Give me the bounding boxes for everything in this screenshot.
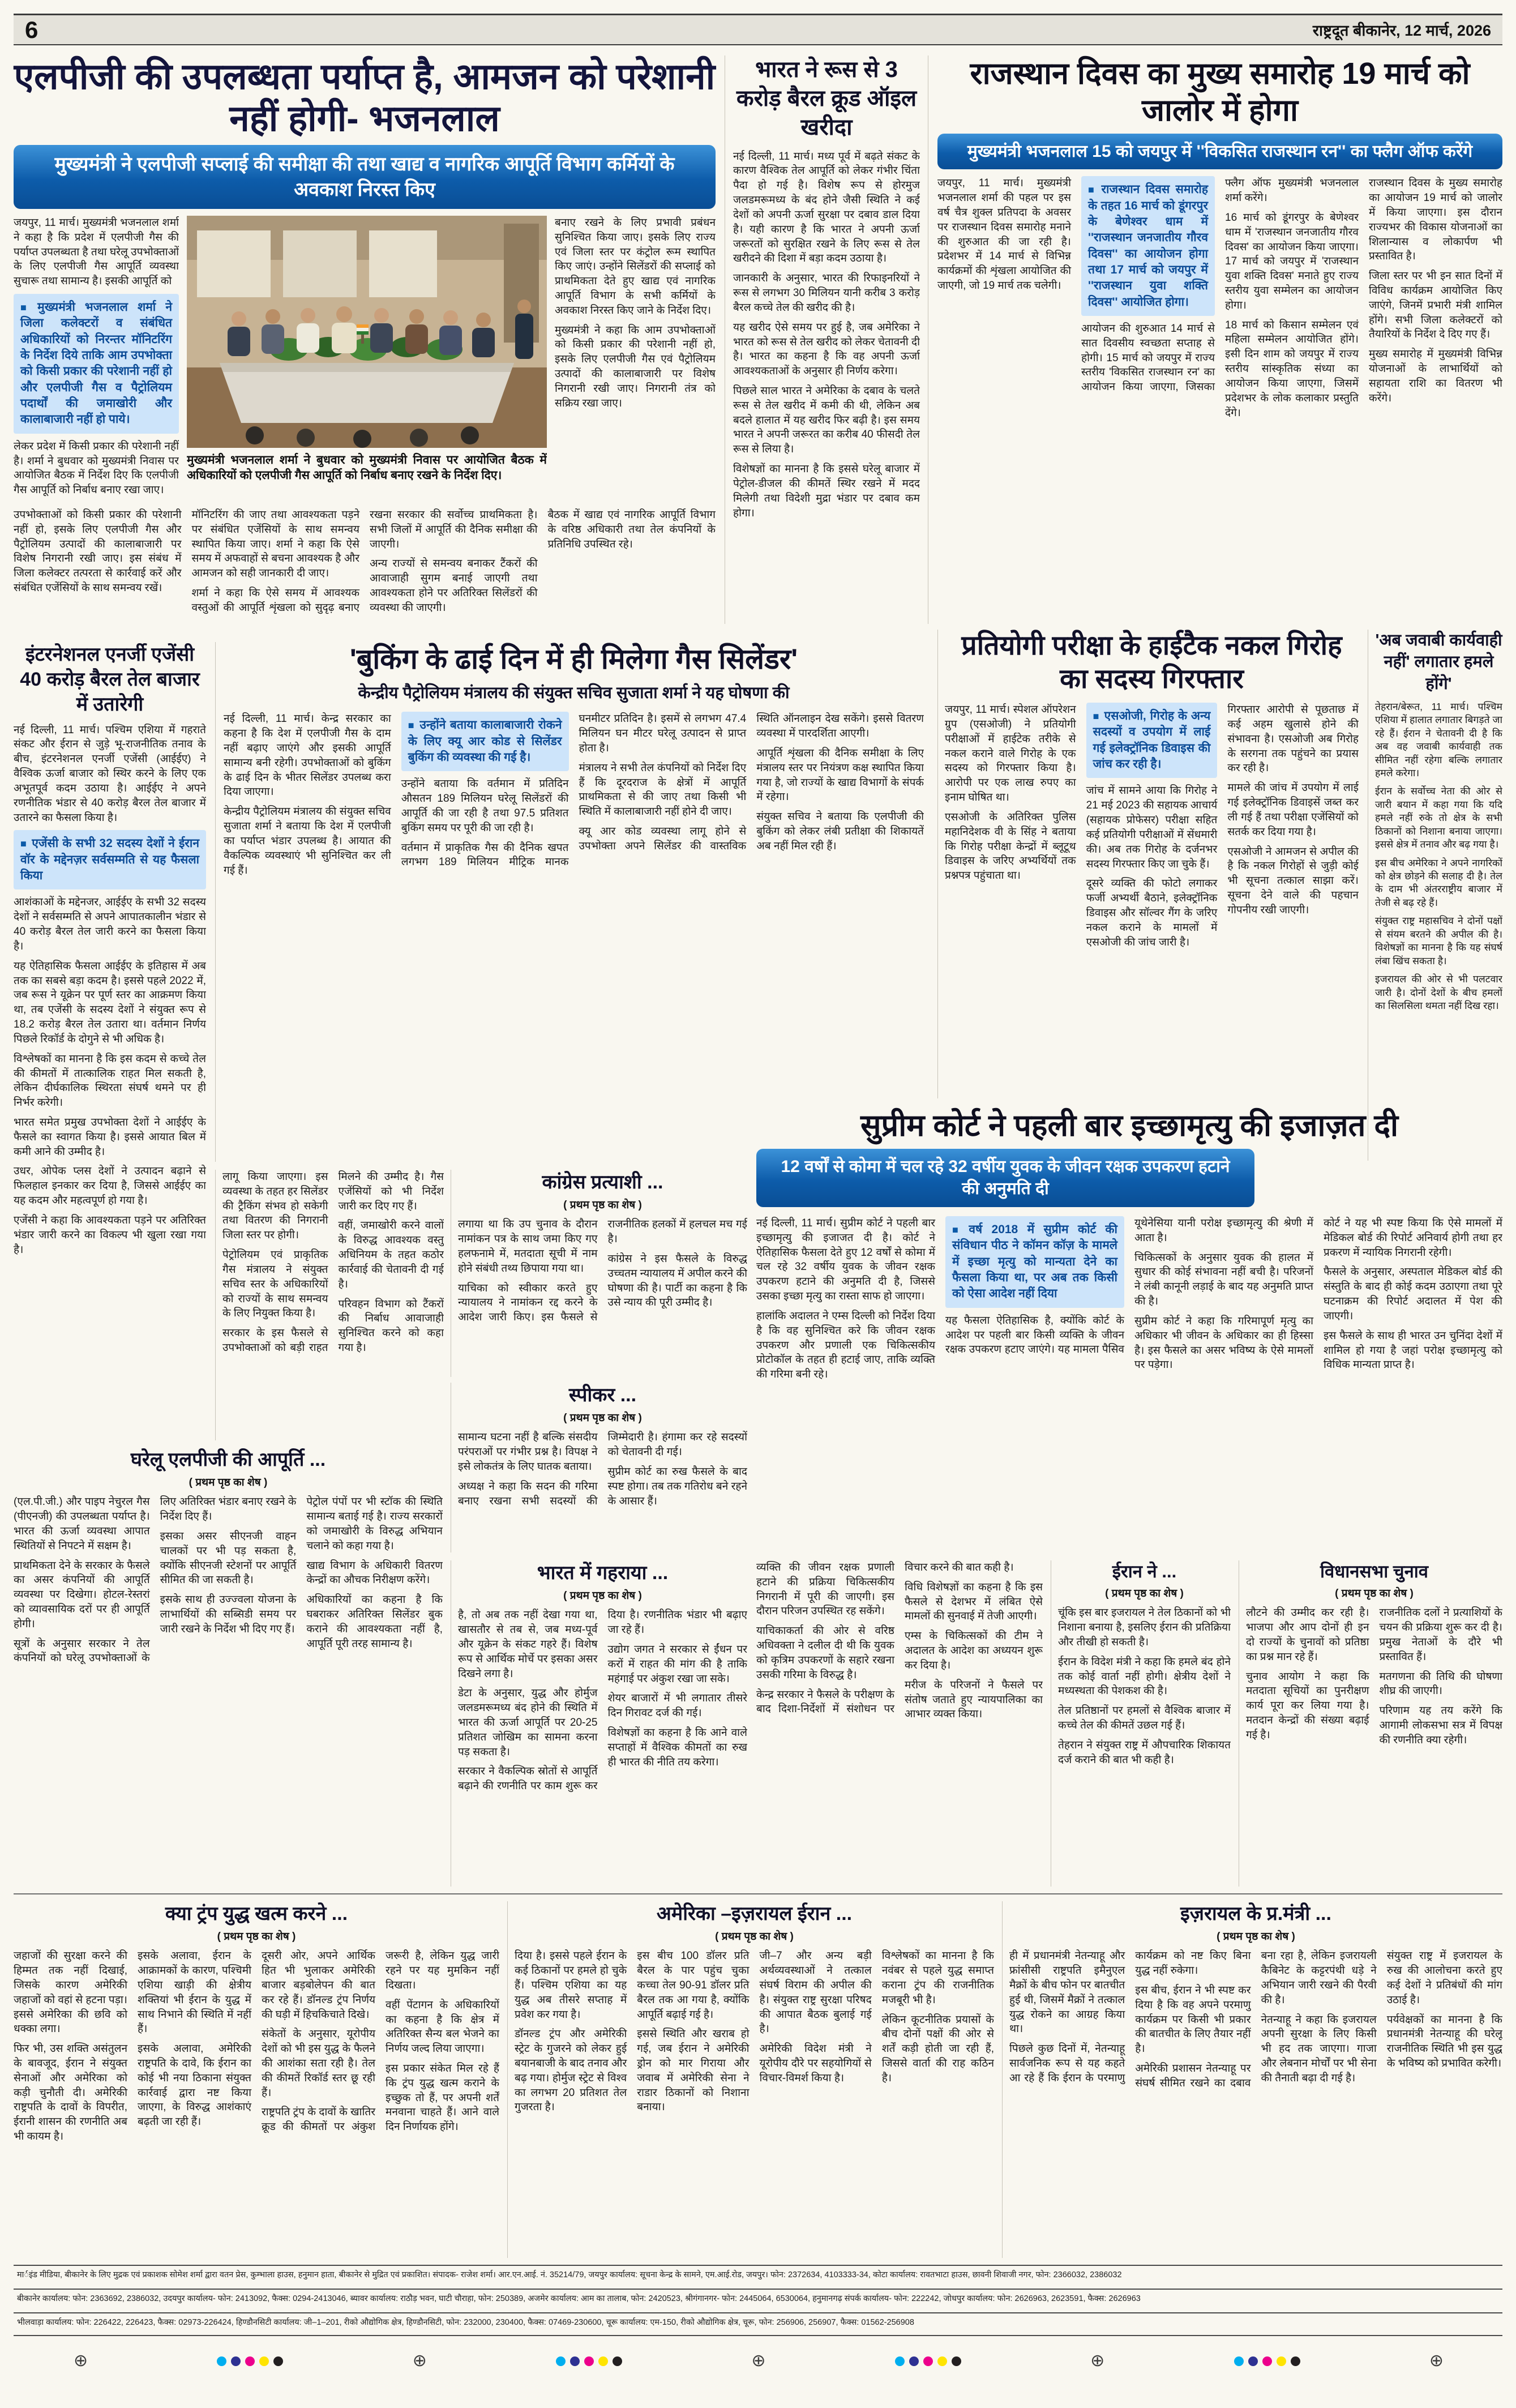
paragraph: तेल प्रतिष्ठानों पर हमलों से वैश्विक बाजार में कच्चे तेल की कीमतें उछल गई हैं। (1058, 1705, 1231, 1732)
lpg-right-column (555, 216, 716, 502)
lpg-subhead-strap: मुख्यमंत्री ने एलपीजी सप्लाई की समीक्षा की तथा खाद्य व नागरिक आपूर्ति विभाग कर्मियों के अवकाश निरस्त किए (14, 145, 716, 208)
paragraph: इसके साथ ही उज्ज्वला योजना के लाभार्थियों की सब्सिडी समय पर जारी रखने के निर्देश भी दिए गए हैं। (160, 1594, 297, 1635)
israel-continued-tag: ( प्रथम पृष्ठ का शेष ) (1217, 1931, 1295, 1943)
paragraph: जिला स्तर पर भी इन सात दिनों में विविध कार्यक्रम आयोजित किए जाएंगे, जिनमें प्रभारी मंत्री शामिल होंगे। सभी जिला कलेक्टरों को तैयारियों के निर्देश दे दिए गए हैं। (1369, 270, 1502, 341)
article-rajasthan-diwas (937, 55, 1502, 618)
paragraph: यह ऐतिहासिक फैसला आईईए के इतिहास में अब तक का सबसे बड़ा कदम है। इससे पहले 2022 में, जब रूस ने यूक्रेन पर पूर्ण स्तर का आक्रमण किया था, तब एजेंसी के सदस्य देशों ने संयुक्त रूप से 18.2 करोड़ बैरल तेल उतारा था। वर्तमान निर्णय पिछले रिकॉर्ड के दोगुने से भी अधिक है। (14, 960, 206, 1045)
paragraph: लागू किया जाएगा। इस व्यवस्था के तहत हर सिलेंडर की ट्रैकिंग संभव हो सकेगी तथा वितरण की निगरानी जिला स्तर पर होगी। (222, 1171, 328, 1242)
paragraph: अन्य राज्यों से समन्वय बनाकर टैंकरों की आवाजाही सुगम बनाई जाएगी तथा आवश्यकता होने पर अतिरिक्त सिलेंडरों की व्यवस्था की जाएगी। (370, 558, 538, 614)
registration-dot (231, 2356, 241, 2366)
paragraph: चिकित्सकों के अनुसार युवक की हालत में सुधार की कोई संभावना नहीं बची है। परिजनों ने लंबी कानूनी लड़ाई के बाद यह अनुमति प्राप्त की है। (1134, 1251, 1313, 1308)
paragraph: दिया है। इससे पहले ईरान के कई ठिकानों पर हमले हो चुके हैं। पश्चिम एशिया का यह युद्ध अब तीसरे सप्ताह में प्रवेश कर गया है। (515, 1950, 627, 2021)
paragraph: फिर भी, उस शक्ति असंतुलन के बावजूद, ईरान ने संयुक्त सेनाओं और अमेरिका को कड़ी चुनौती दी। अमेरिकी राष्ट्रपति के दावों के विपरीत, ईरानी शासन की रणनीति अब भी कायम है। (14, 2043, 127, 2143)
supreme-highlight-box: ■ वर्ष 2018 में सुप्रीम कोर्ट की संविधान पीठ ने कॉमन कॉज़ के मामले में इच्छा मृत्यु को मान्यता देने का फैसला किया था, पर अब तक किसी को ऐसा आदेश नहीं दिया (945, 1216, 1124, 1308)
registration-dot (1277, 2356, 1286, 2366)
congress-body (458, 1217, 747, 1366)
paragraph: चुनाव आयोग ने कहा कि मतदाता सूचियों का पुनरीक्षण कार्य पूरा कर लिया गया है। मतदान केन्द्रों की संख्या बढ़ाई गई है। (1246, 1670, 1369, 1741)
paragraph: जयपुर, 11 मार्च। स्पेशल ऑपरेशन ग्रुप (एसओजी) ने प्रतियोगी परीक्षाओं में हाईटेक तरीके से नकल कराने वाले गिरोह के एक सदस्य को गिरफ्तार किया है। आरोपी पर एक लाख रुपए का इनाम घोषित था। (945, 704, 1076, 804)
registration-dot (1234, 2356, 1244, 2366)
paragraph: जानकारी के अनुसार, भारत की रिफाइनरियों ने रूस से लगभग 30 मिलियन यानी करीब 3 करोड़ बैरल कच्चे तेल की खरीद की है। (733, 272, 920, 314)
paragraph: पेट्रोलियम एवं प्राकृतिक गैस मंत्रालय ने संयुक्त सचिव स्तर के अधिकारियों को राज्यों के साथ समन्वय के लिए नियुक्त किया है। (222, 1249, 328, 1320)
paragraph: नेतन्याहू ने कहा कि इजरायल अपनी सुरक्षा के लिए किसी भी हद तक जाएगा। गाजा और लेबनान मोर्चों पर भी सेना की तैनाती बढ़ा दी गई है। (1261, 2013, 1377, 2084)
paragraph: दूसरी ओर, अपने आर्थिक हित भी भुलाकर अमेरिकी बाजार बड़बोलेपन की बात कर रहे हैं। डॉनल्ड ट्रंप निर्णय की घड़ी में हिचकिचाते दिखे। (262, 1950, 375, 2021)
paragraph: क्यू आर कोड व्यवस्था लागू होने से उपभोक्ता अपने सिलेंडर की वास्तविक स्थिति ऑनलाइन देख सकेंगे। इससे वितरण व्यवस्था में पारदर्शिता आएगी। (579, 713, 924, 852)
paragraph: एजेंसी ने कहा कि आवश्यकता पड़ने पर अतिरिक्त भंडार जारी करने का विकल्प भी खुला रखा गया है। (14, 1214, 206, 1256)
sog-highlight-box: ■ एसओजी, गिरोह के अन्य सदस्यों व उपयोग में लाई गई इलेक्ट्रॉनिक डिवाइस की जांच कर रही है। (1086, 703, 1218, 778)
paragraph: जयपुर, 11 मार्च। मुख्यमंत्री भजनलाल शर्मा ने कहा है कि प्रदेश में एलपीजी गैस की पर्याप्त उपलब्धता है तथा घरेलू उपभोक्ताओं के लिए एलपीजी गैस आपूर्ति व्यवस्था सुचारू तथा सामान्य है। इसकी आपूर्ति को (14, 216, 179, 288)
iran-body (1058, 1606, 1231, 1875)
registration-dot-group (893, 2356, 963, 2366)
bullet-icon: ■ (20, 301, 33, 313)
article-speaker (451, 1383, 747, 1552)
paragraph: ईरान के विदेश मंत्री ने कहा कि हमले बंद होने तक कोई वार्ता नहीं होगी। क्षेत्रीय देशों ने मध्यस्थता की पेशकश की है। (1058, 1656, 1231, 1697)
paragraph: नई दिल्ली, 11 मार्च। पश्चिम एशिया में गहराते संकट और ईरान से जुड़े भू-राजनीतिक तनाव के बीच, इंटरनेशनल एनर्जी एजेंसी (आईईए) ने वैश्विक ऊर्जा बाजार को स्थिर करने के लिए एक अभूतपूर्व कदम उठाया है। आईईए ने अपने रणनीतिक भंडार से 40 करोड़ बैरल तेल बाजार में उतारने का फैसला किया है। (14, 724, 206, 824)
booking-subhead: केन्द्रीय पैट्रोलियम मंत्रालय की संयुक्त सचिव सुजाता शर्मा ने यह घोषणा की (358, 684, 790, 702)
paragraph: यह खरीद ऐसे समय पर हुई है, जब अमेरिका ने भारत को रूस से तेल खरीद को लेकर चेतावनी दी है। भारत का कहना है कि वह अपनी ऊर्जा आवश्यकताओं के अनुसार ही निर्णय करेगा। (733, 321, 920, 378)
registration-crosshair-icon: ⊕ (1090, 2351, 1105, 2370)
bullet-icon: ■ (20, 838, 28, 850)
paragraph: केन्द्र सरकार ने फैसले के परीक्षण के बाद दिशा-निर्देशों में संशोधन पर विचार करने की बात कही है। (756, 1562, 1014, 1716)
imprint-line-2: बीकानेर कार्यालय: फोन: 2363692, 2386032, उदयपुर कार्यालय- फोन: 2413092, फैक्स: 0294-2413046, ब्यावर कार्यालय: राठौड़ भवन, घाटी चौराहा, फोन: 250389, अजमेर कार्यालय: आम का तालाब, फोन: 2420523, श्रीगंगानगर- फोन: 2445064, 6530064, हनुमानगढ़ संपर्क कार्यालय- फोन: 222242, जोधपुर कार्यालय: फोन: 2626963, 2623591, फैक्स: 2626963 (14, 2289, 1502, 2311)
paragraph: इसके अलावा, अमेरिकी राष्ट्रपति के दावे, कि ईरान का कोई भी नया ठिकाना संयुक्त कार्रवाई द्वारा नष्ट किया जाएगा, के विरुद्ध आशंकाएं बढ़ती जा रही हैं। (138, 2043, 251, 2128)
article-iea (14, 642, 206, 1439)
paragraph: मामले की जांच में उपयोग में लाई गई इलेक्ट्रॉनिक डिवाइसें जब्त कर ली गई हैं तथा परीक्षा एजेंसियों को सतर्क कर दिया गया है। (1227, 782, 1359, 838)
congress-continued-tag: ( प्रथम पृष्ठ का शेष ) (563, 1199, 642, 1212)
paragraph: राष्ट्रपति ट्रंप के दावों के खातिर क्रूड की कीमतों पर अंकुश जरूरी है, लेकिन युद्ध जारी रहने पर यह मुमकिन नहीं दिखता। (262, 1950, 499, 2133)
paragraph: संयुक्त सचिव ने बताया कि एलपीजी की बुकिंग को लेकर लंबी प्रतीक्षा की शिकायतें अब नहीं मिल रही हैं। (756, 811, 924, 852)
jawabi-body (1375, 700, 1502, 1153)
america-body (515, 1949, 994, 2249)
paragraph: विश्लेषकों का मानना है कि नवंबर से पहले युद्ध समाप्त कराना ट्रंप की राजनीतिक मजबूरी भी है। (881, 1950, 994, 2006)
section-divider (14, 1893, 1502, 1894)
paragraph: भारत समेत प्रमुख उपभोक्ता देशों ने आईईए के फैसले का स्वागत किया है। इससे आयात बिल में कमी आने की उम्मीद है। (14, 1116, 206, 1158)
paragraph: प्राथमिकता देने के सरकार के फैसले का असर कंपनियों की आपूर्ति व्यवस्था पर दिखेगा। होटल-रेस्तरां को व्यावसायिक दरों पर ही आपूर्ति होगी। (14, 1559, 150, 1630)
paragraph: सरकार के इस फैसले से उपभोक्ताओं को बड़ी राहत मिलने की उम्मीद है। गैस एजेंसियों को भी निर्देश जारी कर दिए गए हैं। (222, 1171, 444, 1354)
paragraph: पिछले कुछ दिनों में, नेतन्याहू सार्वजनिक रूप से यह कहते आ रहे हैं कि ईरान के परमाणु कार्यक्रम को नष्ट किए बिना युद्ध नहीं रुकेगा। (1009, 1950, 1251, 2084)
registration-dot-group (215, 2356, 285, 2366)
paragraph: विश्लेषकों का मानना है कि इस कदम से कच्चे तेल की कीमतों में तात्कालिक राहत मिल सकती है, लेकिन दीर्घकालिक स्थिरता संघर्ष थमने पर ही निर्भर करेगी। (14, 1053, 206, 1109)
registration-crosshair-icon: ⊕ (1429, 2351, 1444, 2370)
lpg-photo-block (187, 216, 547, 502)
registration-crosshair-icon: ⊕ (74, 2351, 88, 2370)
paragraph: पर्यवेक्षकों का मानना है कि प्रधानमंत्री नेतन्याहू की घरेलू राजनीतिक स्थिति भी इस युद्ध के भविष्य को प्रभावित करेगी। (1386, 2013, 1502, 2069)
booking-highlight-box: ■ उन्होंने बताया कालाबाजारी रोकने के लिए क्यू आर कोड से सिलेंडर बुकिंग की व्यवस्था की गई है। (401, 712, 569, 771)
gharelu-headline: घरेलू एलपीजी की आपूर्ति ... (130, 1449, 326, 1470)
paragraph: याचिकाकर्ता की ओर से वरिष्ठ अधिवक्ता ने दलील दी थी कि युवक को कृत्रिम उपकरणों के सहारे रखना उसकी गरिमा के विरुद्ध है। (756, 1625, 894, 1681)
booking-body (224, 712, 924, 1092)
paragraph: विधि विशेषज्ञों का कहना है कि इस फैसले से देशभर में लंबित ऐसे मामलों की सुनवाई में तेजी आएगी। (905, 1581, 1043, 1623)
bullet-icon: ■ (952, 1224, 965, 1235)
paragraph: इस बीच 100 डॉलर प्रति बैरल के पार पहुंच चुका कच्चा तेल 90-91 डॉलर प्रति बैरल तक आ गया है, क्योंकि आपूर्ति बढ़ाई गई है। (637, 1950, 750, 2021)
paragraph: लगाया था कि उप चुनाव के दौरान नामांकन पत्र के साथ जमा किए गए हलफनामे में, मतदाता सूची में नाम होने संबंधी तथ्य छिपाया गया था। (458, 1218, 598, 1274)
registration-dot (584, 2356, 594, 2366)
paragraph: तेहरान ने संयुक्त राष्ट्र में औपचारिक शिकायत दर्ज कराने की बात भी कही है। (1058, 1739, 1231, 1766)
registration-dot (895, 2356, 905, 2366)
russia-body (733, 149, 920, 625)
paragraph: अमेरिकी प्रशासन नेतन्याहू पर संघर्ष सीमित रखने का दबाव बना रहा है, लेकिन इजरायली कैबिनेट के कट्टरपंथी धड़े ने अभियान जारी रखने की पैरवी की है। (1135, 1950, 1377, 2089)
paragraph: याचिका को स्वीकार करते हुए न्यायालय ने नामांकन रद्द करने के आदेश जारी किए। इस फैसले से राजनीतिक हलकों में हलचल मच गई है। (458, 1218, 747, 1324)
lpg-highlight-box: ■ मुख्यमंत्री भजनलाल शर्मा ने जिला कलेक्टरों व संबंधित अधिकारियों को निरन्तर मॉनिटरिंग के निर्देश दिये ताकि आम उपभोक्ता को किसी प्रकार की परेशानी नहीं हो और एलपीजी गैस व पैट्रोलियम पदार्थों की जमाखोरी और कालाबाजारी नहीं हो पाये। (14, 294, 179, 434)
paragraph: नई दिल्ली, 11 मार्च। केन्द्र सरकार का कहना है कि देश में एलपीजी गैस के दाम नहीं बढ़ाए जाएंगे और इसकी आपूर्ति सामान्य बनी रहेगी। उपभोक्ताओं को बुकिंग के ढाई दिन के भीतर सिलेंडर उपलब्ध करा दिया जाएगा। (224, 713, 391, 798)
paragraph: शर्मा ने कहा कि ऐसे समय में आवश्यक वस्तुओं की आपूर्ति शृंखला को सुदृढ़ बनाए रखना सरकार की सर्वोच्च प्राथमिकता है। सभी जिलों में आपूर्ति की दैनिक समीक्षा की जाएगी। (191, 508, 538, 614)
paragraph: वर्तमान में प्राकृतिक गैस की दैनिक खपत लगभग 189 मिलियन मीट्रिक मानक घनमीटर प्रतिदिन है। इसमें से लगभग 47.4 मिलियन घन मीटर घरेलू उत्पादन से प्राप्त होता है। (401, 713, 747, 869)
paragraph: संयुक्त राष्ट्र महासचिव ने दोनों पक्षों से संयम बरतने की अपील की है। विशेषज्ञों का मानना है कि यह संघर्ष लंबा खिंच सकता है। (1375, 915, 1502, 966)
registration-crosshair-icon: ⊕ (751, 2351, 766, 2370)
page-number: 6 (25, 16, 38, 43)
registration-dot-group (554, 2356, 624, 2366)
bullet-icon: ■ (1088, 184, 1097, 196)
iea-headline: इंटरनेशनल एनर्जी एजेंसी 40 करोड़ बैरल तेल बाजार में उतारेगी (20, 644, 200, 716)
paragraph: मुख्यमंत्री ने कहा कि आम उपभोक्ताओं को किसी प्रकार की परेशानी नहीं हो, इसके लिए एलपीजी गैस एवं पैट्रोलियम उत्पादों की कालाबाजारी पर विशेष निगरानी रखी जाए। निगरानी तंत्र को सक्रिय रखा जाए। (555, 324, 716, 409)
paragraph: वहीं, जमाखोरी करने वालों के विरुद्ध आवश्यक वस्तु अधिनियम के तहत कठोर कार्रवाई की चेतावनी दी गई है। (338, 1220, 444, 1290)
article-booking-continued (215, 1170, 444, 1440)
sog-headline: प्रतियोगी परीक्षा के हाईटैक नकल गिरोह का सदस्य गिरफ्तार (961, 631, 1342, 694)
iran-headline: ईरान ने ... (1112, 1562, 1177, 1581)
paragraph: उधर, ओपेक प्लस देशों ने उत्पादन बढ़ाने से फिलहाल इनकार कर दिया है, जिससे आईईए का यह कदम और महत्वपूर्ण हो गया है। (14, 1165, 206, 1207)
registration-dot (217, 2356, 226, 2366)
lpg-left-column (14, 216, 179, 502)
article-sog-arrest (937, 630, 1359, 1098)
registration-dot (613, 2356, 622, 2366)
paragraph: सामान्य घटना नहीं है बल्कि संसदीय परंपराओं पर गंभीर प्रश्न है। विपक्ष ने इसे लोकतंत्र के लिए घातक बताया। (458, 1431, 598, 1473)
speaker-headline: स्पीकर ... (568, 1384, 637, 1406)
paragraph: खाद्य विभाग के अधिकारी वितरण केन्द्रों का औचक निरीक्षण करेंगे। (306, 1559, 443, 1586)
paragraph: ईरान के सर्वोच्च नेता की ओर से जारी बयान में कहा गया कि यदि हमले नहीं रुके तो क्षेत्र के सभी ठिकानों को निशाना बनाया जाएगा। इससे क्षेत्र में तनाव और बढ़ गया है। (1375, 785, 1502, 850)
paragraph: जी–7 और अन्य बड़ी अर्थव्यवस्थाओं ने तत्काल संघर्ष विराम की अपील की है। संयुक्त राष्ट्र सुरक्षा परिषद की आपात बैठक बुलाई गई है। (759, 1950, 872, 2035)
israel-body (1009, 1949, 1502, 2249)
registration-dot (1291, 2356, 1300, 2366)
paragraph: तेहरान/बेरूत, 11 मार्च। पश्चिम एशिया में हालात लगातार बिगड़ते जा रहे हैं। ईरान ने चेतावनी दी है कि अब वह जवाबी कार्यवाही तक सीमित नहीं रहेगा बल्कि लगातार हमले करेगा। (1375, 700, 1502, 779)
paragraph: डॉनल्ड ट्रंप और अमेरिकी स्ट्रेट के गुजरने को लेकर हुई बयानबाजी के बाद तनाव और बढ़ गया। होर्मुज स्ट्रेट से विश्व का लगभग 20 प्रतिशत तेल गुजरता है। (515, 2028, 627, 2114)
paragraph: नई दिल्ली, 11 मार्च। सुप्रीम कोर्ट ने पहली बार इच्छामृत्यु की इजाजत दी है। कोर्ट ने ऐतिहासिक फैसला देते हुए 12 वर्षों से कोमा में चल रहे 32 वर्षीय युवक के जीवन रक्षक उपकरण हटाने की अनुमति दी है, जिससे उसका इच्छा मृत्यु का रास्ता साफ हो जाएगा। (756, 1217, 935, 1303)
paragraph: बैठक में खाद्य एवं नागरिक आपूर्ति विभाग के वरिष्ठ अधिकारी तथा तेल कंपनियों के प्रतिनिधि उपस्थित रहे। (547, 508, 716, 550)
paragraph: मतगणना की तिथि की घोषणा शीघ्र की जाएगी। (1379, 1670, 1502, 1697)
paragraph: है, तो अब तक नहीं देखा गया था, खासतौर से तब से, जब मध्य-पूर्व और यूक्रेन के संकट गहरे हैं। विशेष रूप से आर्थिक मोर्चे पर इसका असर दिखने लगा है। (458, 1609, 598, 1680)
trump-headline: क्या ट्रंप युद्ध खत्म करने ... (165, 1903, 348, 1924)
paragraph: (एल.पी.जी.) और पाइप नेचुरल गैस (पीएनजी) की उपलब्धता पर्याप्त है। भारत की ऊर्जा व्यवस्था आपात स्थितियों से निपटने में सक्षम है। (14, 1496, 150, 1552)
paragraph: उन्होंने बताया कि वर्तमान में प्रतिदिन औसतन 189 मिलियन घरेलू सिलेंडरों की आपूर्ति की जा रही है तथा 97.5 प्रतिशत बुकिंग समय पर पूरी की जा रही है। (401, 778, 569, 834)
paragraph: वहीं पेंटागन के अधिकारियों का कहना है कि क्षेत्र में अतिरिक्त सैन्य बल भेजने का निर्णय जल्द लिया जाएगा। (386, 1999, 499, 2055)
israel-headline: इज़रायल के प्र.मंत्री ... (1180, 1903, 1331, 1924)
registration-dot (909, 2356, 919, 2366)
registration-dot (1262, 2356, 1272, 2366)
paragraph: इस बीच, ईरान ने भी स्पष्ट कर दिया है कि वह अपने परमाणु कार्यक्रम पर किसी भी प्रकार की बातचीत के लिए तैयार नहीं है। (1135, 1984, 1251, 2055)
lpg-bottom-columns (14, 508, 716, 641)
rajasthan-headline: राजस्थान दिवस का मुख्य समारोह 19 मार्च को जालोर में होगा (970, 57, 1470, 127)
registration-dot (273, 2356, 283, 2366)
paragraph: इस बीच अमेरिका ने अपने नागरिकों को क्षेत्र छोड़ने की सलाह दी है। तेल के दाम भी अंतरराष्ट्रीय बाजार में तेजी से बढ़ रहे हैं। (1375, 857, 1502, 908)
bullet-icon: ■ (1093, 711, 1100, 722)
paragraph: उपभोक्ताओं को किसी प्रकार की परेशानी नहीं हो, इसके लिए एलपीजी गैस और पैट्रोलियम उत्पादों की कालाबाजारी पर विशेष निगरानी रखी जाए। इस संबंध में जिला कलेक्टर तत्परता से कार्रवाई करें और संबंधित एजेंसियों के साथ समन्वय रखें। (14, 508, 182, 594)
booking-headline: 'बुकिंग के ढाई दिन में ही मिलेगा गैस सिलेंडर' (349, 643, 798, 675)
trump-body (14, 1949, 499, 2249)
paragraph: अधिकारियों का कहना है कि घबराकर अतिरिक्त सिलेंडर बुक कराने की आवश्यकता नहीं है, आपूर्ति पूरी तरह सामान्य है। (306, 1594, 443, 1650)
paragraph: सुप्रीम कोर्ट का रुख फैसले के बाद स्पष्ट होगा। तब तक गतिरोध बने रहने के आसार हैं। (607, 1465, 747, 1507)
gharelu-continued-tag: ( प्रथम पृष्ठ का शेष ) (189, 1477, 268, 1489)
article-supreme-head (756, 1107, 1502, 1208)
speaker-continued-tag: ( प्रथम पृष्ठ का शेष ) (563, 1412, 642, 1425)
registration-dot (1248, 2356, 1258, 2366)
registration-dot (259, 2356, 269, 2366)
paragraph: शेयर बाजारों में भी लगातार तीसरे दिन गिरावट दर्ज की गई। (607, 1692, 747, 1720)
paragraph: लौटने की उम्मीद कर रही है। भाजपा और आप दोनों ही इन दो राज्यों के चुनावों को प्रतिष्ठा का प्रश्न मान रहे हैं। (1246, 1607, 1369, 1663)
lpg-headline: एलपीजी की उपलब्धता पर्याप्त है, आमजन को परेशानी नहीं होगी- भजनलाल (14, 56, 716, 139)
registration-dot (923, 2356, 933, 2366)
lpg-content-row (14, 216, 716, 502)
paragraph: यह फैसला ऐतिहासिक है, क्योंकि कोर्ट के आदेश पर पहली बार किसी व्यक्ति के जीवन रक्षक उपकरण हटाए जाएंगे। यह मामला पैसिव यूथेनेसिया यानी परोक्ष इच्छामृत्यु की श्रेणी में आता है। (945, 1217, 1313, 1356)
rajasthan-highlight-box: ■ राजस्थान दिवस समारोह के तहत 16 मार्च को डूंगरपुर के बेणेश्वर धाम में ''राजस्थान जनजातीय गौरव दिवस'' का आयोजन होगा तथा 17 मार्च को जयपुर में ''राजस्थान युवा शक्ति दिवस'' आयोजित होगा। (1081, 176, 1215, 316)
paragraph: लेकिन कूटनीतिक प्रयासों के बीच दोनों पक्षों की ओर से शर्तें कड़ी होती जा रही हैं, जिससे वार्ता की राह कठिन है। (881, 2013, 994, 2084)
paragraph: एसओजी के अतिरिक्त पुलिस महानिदेशक वी के सिंह ने बताया कि गिरोह परीक्षा केन्द्रों में ब्लूटूथ डिवाइस के जरिए अभ्यर्थियों तक प्रश्नपत्र पहुंचाता था। (945, 811, 1076, 882)
paragraph: इसका असर सीएनजी वाहन चालकों पर भी पड़ सकता है, क्योंकि सीएनजी स्टेशनों पर आपूर्ति सीमित की जा सकती है। (160, 1530, 297, 1586)
iea-body (14, 723, 206, 1412)
registration-dot (952, 2356, 961, 2366)
paragraph: उद्योग जगत ने सरकार से ईंधन पर करों में राहत की मांग की है ताकि महंगाई पर अंकुश रखा जा सके। (607, 1643, 747, 1685)
gharelu-body (14, 1495, 443, 1877)
iea-highlight-box: ■ एजेंसी के सभी 32 सदस्य देशों ने ईरान वॉर के मद्देनज़र सर्वसम्मति से यह फैसला किया (14, 830, 206, 889)
paragraph: ही में प्रधानमंत्री नेतन्याहू और फ्रांसीसी राष्ट्रपति इमैनुएल मैक्रों के बीच फोन पर बातचीत हुई थी, जिसमें मैक्रों ने तत्काल युद्ध रोकने का आग्रह किया था। (1009, 1950, 1125, 2035)
trump-continued-tag: ( प्रथम पृष्ठ का शेष ) (217, 1931, 296, 1943)
imprint-line-3: भीलवाड़ा कार्यालय: फोन: 226422, 226423, फैक्स: 02973-226424, हिण्डौनसिटी कार्यालय: जी–1–201, रीको औद्योगिक क्षेत्र, हिण्डौनसिटी, फोन: 232000, 230400, फैक्स: 07469-230600, चूरू कार्यालय: एम-150, रीको औद्योगिक क्षेत्र, चूरू, फोन: 256906, 256907, फैक्स: 01562-256908 (14, 2312, 1502, 2336)
paragraph: लेकर प्रदेश में किसी प्रकार की परेशानी नहीं है। शर्मा ने बुधवार को मुख्यमंत्री निवास पर आयोजित बैठक में निर्देश दिए कि एलपीजी गैस आपूर्ति को निर्बाध बनाए रखा जाए। (14, 440, 179, 497)
article-gas-booking (215, 642, 924, 1162)
paragraph: मरीज के परिजनों ने फैसले पर संतोष जताते हुए न्यायपालिका का आभार व्यक्त किया। (905, 1679, 1043, 1721)
paragraph: इस प्रकार संकेत मिल रहे हैं कि ट्रंप युद्ध खत्म कराने के इच्छुक तो हैं, पर अपनी शर्तें मनवाना चाहते हैं। आने वाले दिन निर्णायक होंगे। (386, 2062, 499, 2133)
paragraph: विशेषज्ञों का कहना है कि आने वाले सप्ताहों में वैश्विक कीमतों का रुख ही भारत की नीति तय करेगा। (607, 1726, 747, 1768)
photo-caption: मुख्यमंत्री भजनलाल शर्मा ने बुधवार को मुख्यमंत्री निवास पर आयोजित बैठक में अधिकारियों को एलपीजी गैस आपूर्ति को निर्बाध बनाए रखने के निर्देश दिए। (187, 453, 547, 482)
paragraph: सुप्रीम कोर्ट ने कहा कि गरिमापूर्ण मृत्यु का अधिकार भी जीवन के अधिकार का ही हिस्सा है। इस फैसले का असर भविष्य के ऐसे मामलों पर पड़ेगा। (1134, 1315, 1313, 1371)
meeting-photo (187, 216, 547, 448)
speaker-body (458, 1430, 747, 1541)
paragraph: कांग्रेस ने इस फैसले के विरुद्ध उच्चतम न्यायालय में अपील करने की घोषणा की है। पार्टी का कहना है कि उसे न्याय की पूरी उम्मीद है। (607, 1252, 747, 1309)
paragraph: आयोजन की शुरुआत 14 मार्च से सात दिवसीय स्वच्छता सप्ताह से होगी। 15 मार्च को जयपुर में राज्य स्तरीय 'विकसित राजस्थान रन' का आयोजन किया जाएगा, जिसका फ्लैग ऑफ मुख्यमंत्री भजनलाल शर्मा करेंगे। (1081, 177, 1359, 394)
paragraph: विशेषज्ञों का मानना है कि इससे घरेलू बाजार में पेट्रोल-डीजल की कीमतें स्थिर रखने में मदद मिलेगी तथा विदेशी मुद्रा भंडार पर दबाव कम होगा। (733, 463, 920, 519)
paragraph: संयुक्त राष्ट्र में इजरायल के रुख की आलोचना करते हुए कई देशों ने प्रतिबंधों की मांग उठाई है। (1386, 1950, 1502, 2006)
article-russia-crude (725, 55, 928, 624)
article-lpg-main (14, 55, 716, 630)
paragraph: इसके अलावा, ईरान के आक्रामकों के कारण, पश्चिमी एशिया खाड़ी की क्षेत्रीय शक्तियां भी ईरान के युद्ध में साथ निभाने की स्थिति में नहीं हैं। (138, 1950, 251, 2035)
jawabi-headline: 'अब जवाबी कार्यवाही नहीं' लगातार हमले होंगे' (1375, 631, 1502, 693)
registration-dot (570, 2356, 580, 2366)
article-trump (14, 1901, 499, 2258)
masthead: राष्ट्रदूत बीकानेर, 12 मार्च, 2026 (1312, 22, 1491, 39)
paragraph: पिछले साल भारत ने अमेरिका के दबाव के चलते रूस से तेल खरीद में कमी की थी, लेकिन अब बदले हालात में यह खरीद फिर बढ़ी है। इस समय भारत ने अपनी जरूरत का करीब 40 फीसदी तेल रूस से लिया है। (733, 384, 920, 456)
paragraph: 18 मार्च को किसान सम्मेलन एवं महिला सम्मेलन आयोजित होंगे। इसी दिन शाम को जयपुर में राज्य स्तरीय सांस्कृतिक संध्या का आयोजन किया जाएगा, जिसमें प्रदेशभर के लोक कलाकार प्रस्तुति देंगे। (1225, 319, 1359, 419)
paragraph: डेटा के अनुसार, युद्ध और होर्मुज जलडमरूमध्य बंद होने की स्थिति में भारत की ऊर्जा आपूर्ति पर 20-25 प्रतिशत जोखिम का सामना करना पड़ सकता है। (458, 1687, 598, 1758)
russia-headline: भारत ने रूस से 3 करोड़ बैरल क्रूड ऑइल खरीदा (736, 57, 917, 140)
vidhansabha-continued-tag: ( प्रथम पृष्ठ का शेष ) (1335, 1588, 1414, 1600)
paragraph: एसओजी ने आमजन से अपील की है कि नकल गिरोहों से जुड़ी कोई भी सूचना तत्काल साझा करें। सूचना देने वाले की पहचान गोपनीय रखी जाएगी। (1227, 845, 1359, 916)
rajasthan-body (937, 176, 1502, 586)
paragraph: मंत्रालय ने सभी तेल कंपनियों को निर्देश दिए हैं कि दूरदराज के क्षेत्रों में आपूर्ति प्राथमिकता से की जाए तथा किसी भी स्थिति में कालाबाजारी नहीं होने दी जाए। (579, 762, 747, 818)
article-israel-pm (1002, 1901, 1502, 2258)
paragraph: जहाजों की सुरक्षा करने की हिम्मत तक नहीं दिखाई, जिसके कारण अमेरिकी जहाजों को वहां से हटना पड़ा। इससे अमेरिका की छवि को धक्का लगा। (14, 1950, 127, 2035)
paragraph: परिणाम यह तय करेंगे कि आगामी लोकसभा सत्र में विपक्ष की रणनीति क्या रहेगी। (1379, 1705, 1502, 1746)
paragraph: व्यक्ति की जीवन रक्षक प्रणाली हटाने की प्रक्रिया चिकित्सकीय निगरानी में पूरी की जाएगी। इस दौरान परिजन उपस्थित रह सकेंगे। (756, 1562, 894, 1618)
paragraph: इजरायल की ओर से भी पलटवार जारी है। दोनों देशों के बीच हमलों का सिलसिला थमता नहीं दिख रहा। (1375, 973, 1502, 1011)
paragraph: राजनीतिक दलों ने प्रत्याशियों के चयन की प्रक्रिया शुरू कर दी है। प्रमुख नेताओं के दौरे भी प्रस्तावित हैं। (1379, 1607, 1502, 1663)
paragraph: कोर्ट ने यह भी स्पष्ट किया कि ऐसे मामलों में मेडिकल बोर्ड की रिपोर्ट अनिवार्य होगी तथा हर प्रकरण में न्यायिक निगरानी रहेगी। (1324, 1217, 1502, 1259)
paragraph: दूसरे व्यक्ति की फोटो लगाकर फर्जी अभ्यर्थी बैठाने, इलेक्ट्रॉनिक डिवाइस और सॉल्वर गैंग के जरिए नकल कराने के मामलों में एसओजी की जांच जारी है। (1086, 878, 1218, 948)
paragraph: हालांकि अदालत ने एम्स दिल्ली को निर्देश दिया है कि वह सुनिश्चित करे कि जीवन रक्षक उपकरण और प्रणाली एक चिकित्सकीय प्रोटोकॉल के तहत ही हटाई जाए, ताकि व्यक्ति की गरिमा बनी रहे। (756, 1310, 935, 1381)
gehraya-body (458, 1608, 747, 1874)
paragraph: संकेतों के अनुसार, यूरोपीय देशों को भी इस युद्ध के फैलने की आशंका सता रही है। तेल की कीमतें रिकॉर्ड स्तर छू रही हैं। (262, 2028, 375, 2099)
paragraph: नई दिल्ली, 11 मार्च। मध्य पूर्व में बढ़ते संकट के कारण वैश्विक तेल आपूर्ति को लेकर गंभीर चिंता पैदा हो गई है। विशेष रूप से होरमुज जलडमरूमध्य के बंद होने जैसी स्थिति ने कई देशों को अपनी ऊर्जा सुरक्षा पर दबाव डाल दिया है। यही कारण है कि भारत ने अपनी ऊर्जा जरूरतों को सुरक्षित रखने के लिए रूस से तेल खरीदने की दिशा में बड़ा कदम उठाया है। (733, 150, 920, 265)
article-jawabi-sidebar (1368, 630, 1502, 1161)
registration-dot (937, 2356, 947, 2366)
registration-dot (556, 2356, 566, 2366)
registration-crosshair-icon: ⊕ (412, 2351, 427, 2370)
paragraph: इससे स्थिति और खराब हो गई, जब ईरान ने अमेरिकी ड्रोन को मार गिराया और जवाब में अमेरिकी सेना ने राडार ठिकानों को निशाना बनाया। (637, 2028, 750, 2114)
article-america (507, 1901, 994, 2258)
paragraph: 16 मार्च को डूंगरपुर के बेणेश्वर धाम में 'राजस्थान जनजातीय गौरव दिवस' का आयोजन किया जाएगा। 17 मार्च को जयपुर में 'राजस्थान युवा शक्ति दिवस' मनाते हुए राज्य स्तरीय युवा सम्मेलन का आयोजन होगा। (1225, 211, 1359, 311)
paragraph: सूत्रों के अनुसार सरकार ने तेल कंपनियों को घरेलू उपभोक्ताओं के लिए अतिरिक्त भंडार बनाए रखने के निर्देश दिए हैं। (14, 1496, 297, 1665)
article-gharelu-lpg (14, 1447, 443, 1887)
paragraph: पेट्रोल पंपों पर भी स्टॉक की स्थिति सामान्य बताई गई है। राज्य सरकारों को जमाखोरी के विरुद्ध अभियान चलाने को कहा गया है। (306, 1496, 443, 1552)
america-continued-tag: ( प्रथम पृष्ठ का शेष ) (715, 1931, 794, 1943)
paragraph: अमेरिकी विदेश मंत्री ने यूरोपीय दौरे पर सहयोगियों से विचार-विमर्श किया है। (759, 2043, 872, 2084)
bullet-icon: ■ (408, 720, 416, 732)
vidhansabha-headline: विधानसभा चुनाव (1320, 1562, 1429, 1581)
paragraph: राजस्थान दिवस के मुख्य समारोह का आयोजन 19 मार्च को जालोर में किया जाएगा। इस दौरान राज्यभर की विकास योजनाओं का शिलान्यास व लोकार्पण भी प्रस्तावित है। (1369, 177, 1502, 263)
iran-continued-tag: ( प्रथम पृष्ठ का शेष ) (1105, 1588, 1184, 1600)
gehraya-headline: भारत में गहराया ... (537, 1562, 669, 1584)
registration-dot (245, 2356, 255, 2366)
imprint-line-1: मार्इंड मीडिया, बीकानेर के लिए मुद्रक एवं प्रकाशक सोमेश शर्मा द्वारा वतन प्रेस, कुम्भाला हाउस, हनुमान हाता, बीकानेर से मुद्रित एवं प्रकाशित। संपादक- राजेश शर्मा। आर.एन.आई. नं. 35214/79, जयपुर कार्यालय: सूचना केन्द्र के सामने, एम.आई.रोड, जयपुर। फोन: 2372634, 4103333-34, कोटा कार्यालय: रावतभाटा हाउस, छावनी शिवाजी नगर, फोन: 2366032, 2386032 (14, 2265, 1502, 2287)
article-gehraya (451, 1560, 747, 1887)
paragraph: केन्द्रीय पैट्रोलियम मंत्रालय की संयुक्त सचिव सुजाता शर्मा ने बताया कि देश में एलपीजी का पर्याप्त भंडार उपलब्ध है। आयात की वैकल्पिक व्यवस्थाएं भी सुनिश्चित कर ली गई हैं। (224, 806, 391, 876)
paragraph: मॉनिटरिंग की जाए तथा आवश्यकता पड़ने पर संबंधित एजेंसियों के साथ समन्वय स्थापित किया जाए। शर्मा ने कहा कि ऐसे समय में अफवाहों से बचना आवश्यक है और आमजन को सही जानकारी दी जाए। (191, 508, 359, 580)
paragraph: एम्स के चिकित्सकों की टीम ने अदालत के आदेश का अध्ययन शुरू कर दिया है। (905, 1630, 1043, 1671)
supreme-subhead-strap: 12 वर्षों से कोमा में चल रहे 32 वर्षीय युवक के जीवन रक्षक उपकरण हटाने की अनुमति दी (756, 1149, 1254, 1207)
registration-dot-group (1232, 2356, 1303, 2366)
paragraph: मुख्य समारोह में मुख्यमंत्री विभिन्न योजनाओं के लाभार्थियों को सहायता राशि का वितरण भी करेंगे। (1369, 348, 1502, 404)
gehraya-continued-tag: ( प्रथम पृष्ठ का शेष ) (563, 1590, 642, 1602)
registration-dot (598, 2356, 608, 2366)
rajasthan-subhead-strap: मुख्यमंत्री भजनलाल 15 को जयपुर में ''विकसित राजस्थान रन'' का फ्लैग ऑफ करेंगे (937, 134, 1502, 170)
america-headline: अमेरिका –इज़रायल ईरान ... (656, 1903, 853, 1924)
vidhansabha-body (1246, 1606, 1502, 1872)
paragraph: परिवहन विभाग को टैंकरों की निर्बाध आवाजाही सुनिश्चित करने को कहा गया है। (338, 1298, 444, 1354)
paragraph: बनाए रखने के लिए प्रभावी प्रबंधन सुनिश्चित किया जाए। इसके लिए राज्य एवं जिला स्तर पर कंट्रोल रूम स्थापित किए जाएं। उन्होंने सिलेंडरों की सप्लाई को प्राथमिकता देते हुए खाद्य एवं नागरिक आपूर्ति विभाग के सभी कर्मियों के अवकाश निरस्त किए जाने के निर्देश दिए। (555, 216, 716, 316)
paragraph: आशंकाओं के मद्देनजर, आईईए के सभी 32 सदस्य देशों ने सर्वसम्मति से अपने आपातकालीन भंडार से 40 करोड़ बैरल तेल जारी करने का फैसला किया है। (14, 896, 206, 952)
sog-body (945, 703, 1359, 1081)
paragraph: गिरफ्तार आरोपी से पूछताछ में कई अहम खुलासे होने की संभावना है। एसओजी अब गिरोह के सरगना तक पहुंचने का प्रयास कर रही है। (1227, 704, 1359, 775)
paragraph: सरकार ने वैकल्पिक स्रोतों से आपूर्ति बढ़ाने की रणनीति पर काम शुरू कर दिया है। रणनीतिक भंडार भी बढ़ाए जा रहे हैं। (458, 1609, 747, 1793)
supreme-headline: सुप्रीम कोर्ट ने पहली बार इच्छामृत्यु की इजाज़त दी (860, 1109, 1399, 1143)
paragraph: आपूर्ति शृंखला की दैनिक समीक्षा के लिए मंत्रालय स्तर पर नियंत्रण कक्ष स्थापित किया गया है, जो राज्यों के खाद्य विभागों के संपर्क में रहेगा। (756, 747, 924, 803)
paragraph: जयपुर, 11 मार्च। मुख्यमंत्री भजनलाल शर्मा की पहल पर इस वर्ष चैत्र शुक्ल प्रतिपदा के अवसर पर राजस्थान दिवस समारोह मनाने की शुरुआत की जा रही है। प्रदेशभर में 14 मार्च से विभिन्न कार्यक्रमों की शृंखला आयोजित की जाएगी, जो 19 मार्च तक चलेगी। (937, 177, 1071, 292)
article-supreme-body (756, 1216, 1502, 1554)
page-header (14, 14, 1502, 45)
article-congress (451, 1170, 747, 1377)
congress-headline: कांग्रेस प्रत्याशी ... (542, 1171, 663, 1193)
article-iran (1051, 1560, 1231, 1887)
registration-marks (74, 2350, 1444, 2372)
article-vidhansabha (1239, 1560, 1502, 1887)
paragraph: चूंकि इस बार इजरायल ने तेल ठिकानों को भी निशाना बनाया है, इसलिए ईरान की प्रतिक्रिया और तीखी हो सकती है। (1058, 1607, 1231, 1648)
paragraph: इस फैसले के साथ ही भारत उन चुनिंदा देशों में शामिल हो गया है जहां परोक्ष इच्छामृत्यु को विधिक मान्यता प्राप्त है। (1324, 1329, 1502, 1371)
paragraph: फैसले के अनुसार, अस्पताल मेडिकल बोर्ड की संस्तुति के बाद ही कोई कदम उठाएगा तथा पूरे घटनाक्रम की रिपोर्ट अदालत में पेश की जाएगी। (1324, 1266, 1502, 1322)
paragraph: जांच में सामने आया कि गिरोह ने 21 मई 2023 की सहायक आचार्य (सहायक प्रोफेसर) परीक्षा सहित कई प्रतियोगी परीक्षाओं में सेंधमारी की। अब तक गिरोह के दर्जनभर सदस्य गिरफ्तार किए जा चुके हैं। (1086, 785, 1218, 870)
article-supreme-continued (756, 1560, 1043, 1887)
paragraph: अध्यक्ष ने कहा कि सदन की गरिमा बनाए रखना सभी सदस्यों की जिम्मेदारी है। हंगामा कर रहे सदस्यों को चेतावनी दी गई। (458, 1431, 747, 1507)
